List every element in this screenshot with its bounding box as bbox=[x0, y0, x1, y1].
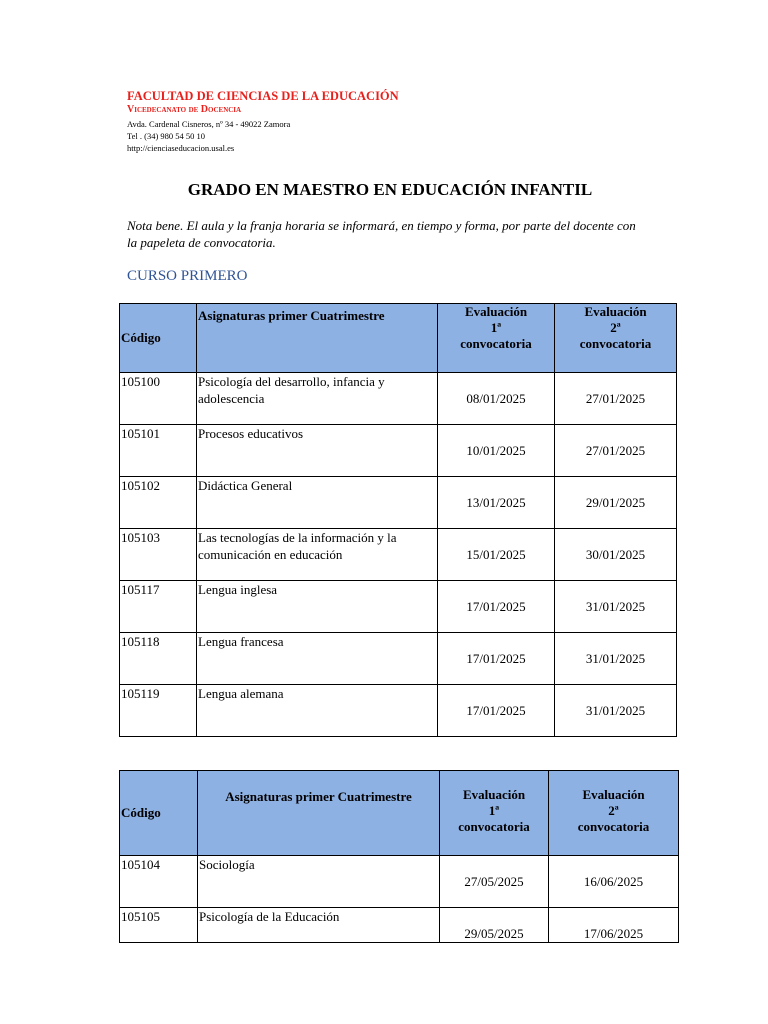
subject-code: 105102 bbox=[120, 477, 197, 529]
table-row bbox=[120, 908, 679, 943]
subject-name: Las tecnologías de la información y la comunicación en educación bbox=[197, 529, 438, 581]
eval1-date: 13/01/2025 bbox=[438, 477, 555, 529]
note-bene: Nota bene. El aula y la franja horaria se informará, en tiempo y forma, por parte del docente con la papeleta de convocatoria. bbox=[127, 218, 636, 250]
subject-code: 105100 bbox=[120, 373, 197, 425]
faculty-name: FACULTAD DE CIENCIAS DE LA EDUCACIÓN bbox=[127, 89, 399, 103]
subject-code: 105105 bbox=[120, 908, 198, 943]
eval1-date: 17/01/2025 bbox=[438, 633, 555, 685]
eval2-date: 27/01/2025 bbox=[555, 425, 677, 477]
table-row bbox=[120, 529, 677, 581]
table-row bbox=[120, 373, 677, 425]
eval1-date: 29/05/2025 bbox=[440, 908, 549, 943]
eval2-date: 27/01/2025 bbox=[555, 373, 677, 425]
header-subject: Asignaturas primer Cuatrimestre bbox=[197, 304, 438, 373]
table-row bbox=[120, 477, 677, 529]
eval2-date: 30/01/2025 bbox=[555, 529, 677, 581]
subject-code: 105119 bbox=[120, 685, 197, 737]
course-heading: CURSO PRIMERO bbox=[127, 268, 248, 284]
header-code: Código bbox=[120, 771, 198, 856]
website-link[interactable]: http://cienciaseducacion.usal.es bbox=[127, 143, 235, 153]
table-row bbox=[120, 856, 679, 908]
eval1-date: 15/01/2025 bbox=[438, 529, 555, 581]
eval1-date: 17/01/2025 bbox=[438, 581, 555, 633]
eval1-date: 27/05/2025 bbox=[440, 856, 549, 908]
subject-code: 105103 bbox=[120, 529, 197, 581]
subject-name: Lengua francesa bbox=[197, 633, 438, 685]
subject-name: Lengua inglesa bbox=[197, 581, 438, 633]
document-title: GRADO EN MAESTRO EN EDUCACIÓN INFANTIL bbox=[187, 180, 593, 199]
table-row bbox=[120, 581, 677, 633]
table-header-row bbox=[120, 771, 679, 856]
header-subject: Asignaturas primer Cuatrimestre bbox=[198, 771, 440, 856]
letterhead bbox=[127, 89, 527, 154]
header-eval2: Evaluación 2ª convocatoria bbox=[555, 304, 677, 373]
subject-name: Psicología de la Educación bbox=[198, 908, 440, 943]
vicedeanery-name: Vicedecanato de Docencia bbox=[127, 104, 242, 115]
header-eval2: Evaluación 2ª convocatoria bbox=[549, 771, 679, 856]
subject-name: Psicología del desarrollo, infancia y adolescencia bbox=[197, 373, 438, 425]
subject-code: 105117 bbox=[120, 581, 197, 633]
table-row bbox=[120, 685, 677, 737]
eval2-date: 31/01/2025 bbox=[555, 685, 677, 737]
schedule-table-second bbox=[119, 770, 679, 943]
eval2-date: 31/01/2025 bbox=[555, 581, 677, 633]
header-eval1: Evaluación 1ª convocatoria bbox=[438, 304, 555, 373]
subject-name: Procesos educativos bbox=[197, 425, 438, 477]
subject-code: 105118 bbox=[120, 633, 197, 685]
eval1-date: 17/01/2025 bbox=[438, 685, 555, 737]
eval2-date: 29/01/2025 bbox=[555, 477, 677, 529]
subject-code: 105104 bbox=[120, 856, 198, 908]
header-code: Código bbox=[120, 304, 197, 373]
header-eval1: Evaluación 1ª convocatoria bbox=[440, 771, 549, 856]
table-row bbox=[120, 425, 677, 477]
subject-name: Didáctica General bbox=[197, 477, 438, 529]
eval1-date: 08/01/2025 bbox=[438, 373, 555, 425]
table-header-row bbox=[120, 304, 677, 373]
subject-code: 105101 bbox=[120, 425, 197, 477]
eval2-date: 16/06/2025 bbox=[549, 856, 679, 908]
subject-name: Lengua alemana bbox=[197, 685, 438, 737]
eval1-date: 10/01/2025 bbox=[438, 425, 555, 477]
schedule-table-first bbox=[119, 303, 677, 737]
subject-name: Sociología bbox=[198, 856, 440, 908]
eval2-date: 17/06/2025 bbox=[549, 908, 679, 943]
phone: Tel . (34) 980 54 50 10 bbox=[127, 131, 206, 141]
eval2-date: 31/01/2025 bbox=[555, 633, 677, 685]
table-row bbox=[120, 633, 677, 685]
address: Avda. Cardenal Cisneros, nº 34 - 49022 Zamora bbox=[127, 119, 291, 129]
